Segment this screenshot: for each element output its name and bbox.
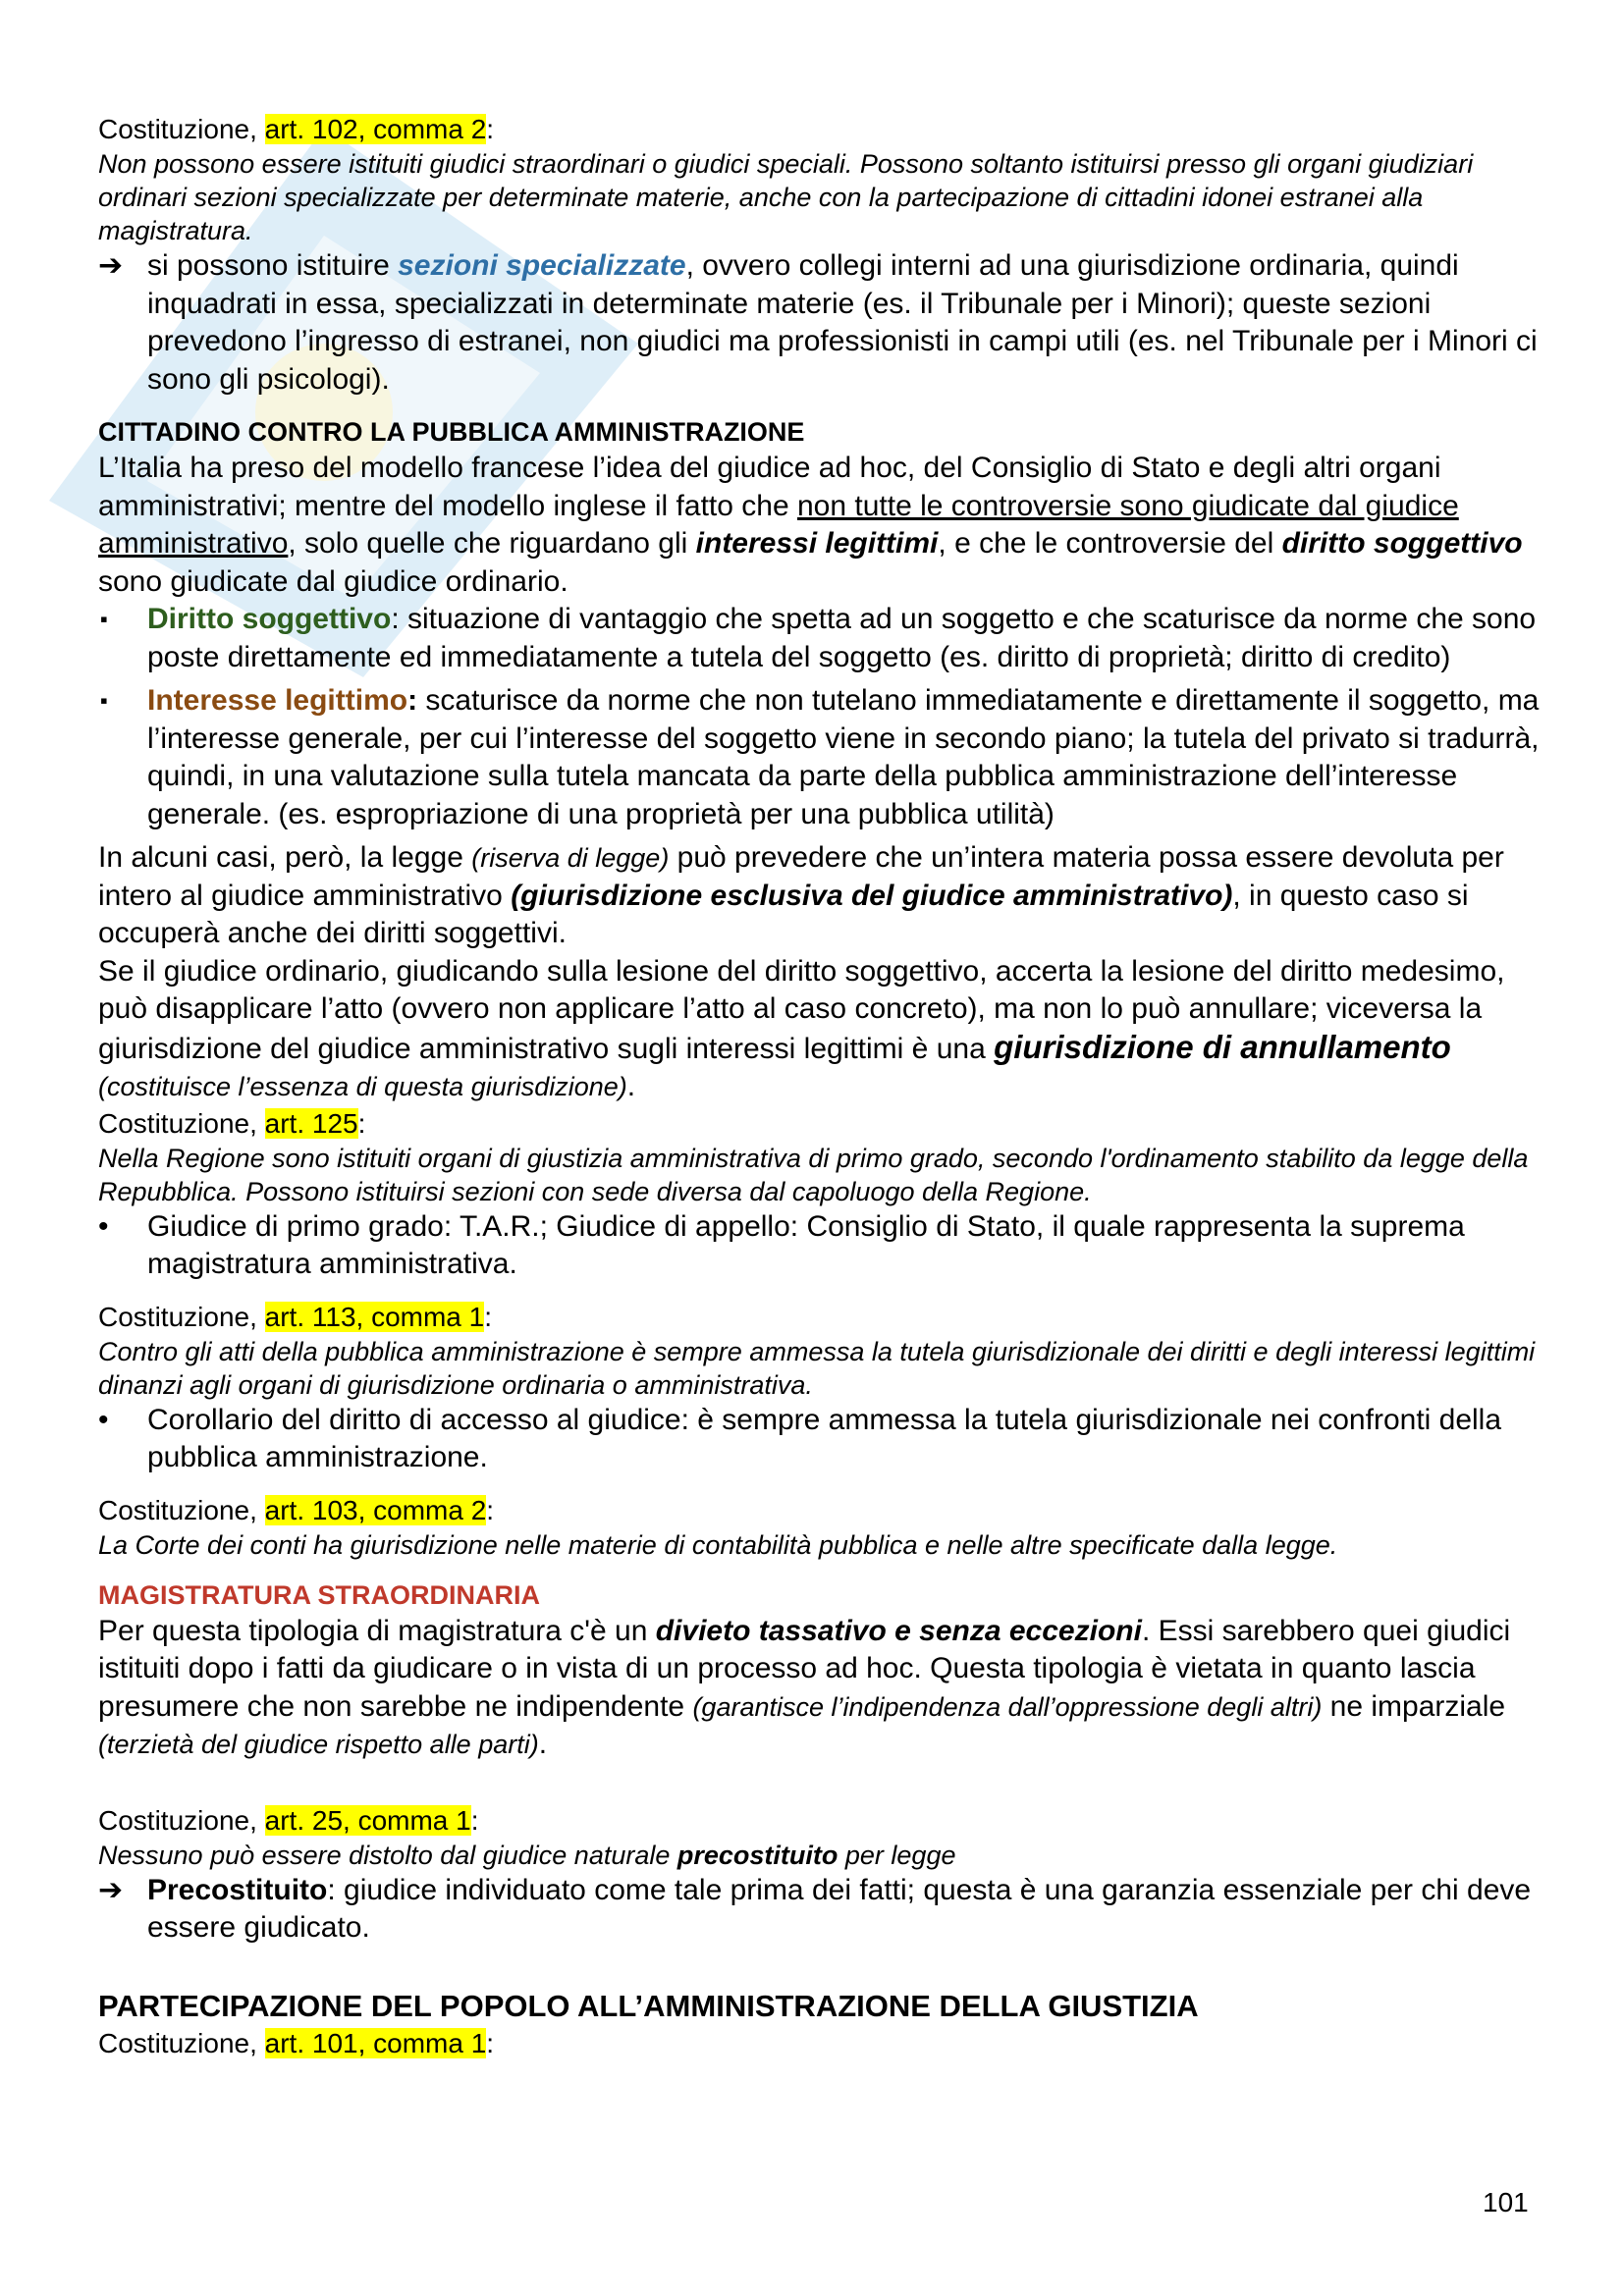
constitution-reference: Costituzione, art. 102, comma 2:: [98, 114, 495, 144]
list-item: • Corollario del diritto di accesso al giudice: è sempre ammessa la tutela giurisdizionale nei confronti della pubblica amministrazione.: [98, 1403, 1502, 1473]
page-number: 101: [1483, 2187, 1529, 2217]
arrow-bullet-item: ➔ Precostituito: giudice individuato come tale prima dei fatti; questa è una garanzia essenziale per chi deve essere giudicato.: [98, 1873, 1532, 1944]
constitution-reference: Costituzione, art. 25, comma 1:: [98, 1804, 479, 1836]
constitution-quote: Contro gli atti della pubblica amministrazione è sempre ammessa la tutela giurisdizionale dei diritti e degli interessi legittimi dinanzi agli organi di giurisdizione ordinaria o amministrativa.: [98, 1336, 1536, 1400]
square-bullet-icon: ▪: [100, 607, 108, 631]
dot-bullet-icon: •: [98, 1403, 109, 1436]
paragraph: Per questa tipologia di magistratura c'è un divieto tassativo e senza eccezioni. Essi sarebbero quei giudici istituiti dopo i fatti da giudicare o in vista di un processo ad hoc. Questa tipologia è vietata in quanto lascia presumere che non sarebbe ne indipendente (garantisce l’indipendenza dall’oppressione degli altri) ne imparziale (terzietà del giudice rispetto alle parti).: [98, 1614, 1511, 1760]
arrow-bullet-item: ➔ si possono istituire sezioni specializzate, ovvero collegi interni ad una giurisdizione ordinaria, quindi inquadrati in essa, specializzati in determinate materie (es. il Tribunale per i Minori); queste sezioni prevedono l’ingresso di estranei, non giudici ma professionisti in campi utili (es. nel Tribunale per i Minori ci sono gli psicologi).: [98, 249, 1538, 396]
section-heading: PARTECIPAZIONE DEL POPOLO ALL’AMMINISTRAZIONE DELLA GIUSTIZIA: [98, 1988, 1199, 2023]
article-highlight: art. 125: [264, 1107, 358, 1139]
arrow-icon: ➔: [98, 1873, 124, 1906]
constitution-reference: Costituzione, art. 125:: [98, 1107, 366, 1139]
section-heading: CITTADINO CONTRO LA PUBBLICA AMMINISTRAZIONE: [98, 417, 805, 447]
article-highlight: art. 25, comma 1: [264, 1804, 471, 1836]
section-heading: MAGISTRATURA STRAORDINARIA: [98, 1579, 540, 1610]
constitution-reference: Costituzione, art. 103, comma 2:: [98, 1494, 495, 1525]
article-highlight: art. 101, comma 1: [264, 2027, 487, 2058]
constitution-quote: Nessuno può essere distolto dal giudice naturale precostituito per legge: [98, 1840, 956, 1870]
list-item: ▪ Interesse legittimo: scaturisce da norme che non tutelano immediatamente e direttamente il soggetto, ma l’interesse generale, per cui l’interesse del soggetto viene in secondo piano; la tutela del privato si tradurrà, quindi, in una valutazione sulla tutela mancata da parte della pubblica amministrazione dell’interesse generale. (es. espropriazione di una proprietà per una pubblica utilità): [100, 684, 1540, 830]
term-diritto-soggettivo: Diritto soggettivo: [147, 603, 392, 635]
list-item: ▪ Diritto soggettivo: situazione di vantaggio che spetta ad un soggetto e che scaturisce da norme che sono poste direttamente ed immediatamente a tutela del soggetto (es. diritto di proprietà; diritto di credito): [100, 603, 1537, 673]
constitution-quote: Non possono essere istituiti giudici straordinari o giudici speciali. Possono soltanto istituirsi presso gli organi giudiziari ordinari sezioni specializzate per determinate materie, anche con la partecipazione di cittadini idonei estranei alla magistratura.: [98, 149, 1474, 245]
constitution-quote: Nella Regione sono istituiti organi di giustizia amministrativa di primo grado, secondo l'ordinamento stabilito da legge della Repubblica. Possono istituirsi sezioni con sede diversa dal capoluogo della Regione.: [98, 1143, 1529, 1206]
term-precostituito: Precostituito: [147, 1873, 328, 1906]
paragraph: In alcuni casi, però, la legge (riserva di legge) può prevedere che un’intera materia possa essere devoluta per intero al giudice amministrativo (giurisdizione esclusiva del giudice amministrativo), in questo caso si occuperà anche dei diritti soggettivi.: [98, 841, 1504, 949]
article-highlight: art. 113, comma 1: [264, 1301, 485, 1332]
list-item: • Giudice di primo grado: T.A.R.; Giudice di appello: Consiglio di Stato, il quale rappresenta la suprema magistratura amministrativa.: [98, 1209, 1465, 1280]
dot-bullet-icon: •: [98, 1209, 109, 1243]
arrow-icon: ➔: [98, 249, 124, 282]
paragraph: L’Italia ha preso del modello francese l’idea del giudice ad hoc, del Consiglio di Stato e degli altri organi amministrativi; mentre del modello inglese il fatto che non tutte le controversie sono giudicate dal giudice amministrativo, solo quelle che riguardano gli interessi legittimi, e che le controversie del diritto soggettivo sono giudicate dal giudice ordinario.: [98, 452, 1523, 598]
term-interesse-legittimo: Interesse legittimo: [147, 684, 408, 717]
square-bullet-icon: ▪: [100, 688, 108, 713]
document-page: [98, 112, 1542, 2061]
article-highlight: art. 102, comma 2: [264, 114, 487, 144]
paragraph: Se il giudice ordinario, giudicando sulla lesione del diritto soggettivo, accerta la lesione del diritto medesimo, può disapplicare l’atto (ovvero non applicare l’atto al caso concreto), ma non lo può annullare; viceversa la giurisdizione del giudice amministrativo sugli interessi legittimi è una giurisdizione di annullamento (costituisce l’essenza di questa giurisdizione).: [98, 954, 1505, 1102]
constitution-reference: Costituzione, art. 113, comma 1:: [98, 1301, 492, 1332]
article-highlight: art. 103, comma 2: [264, 1494, 487, 1525]
constitution-quote: La Corte dei conti ha giurisdizione nelle materie di contabilità pubblica e nelle altre specificate dalla legge.: [98, 1529, 1338, 1560]
term-sezioni-specializzate: sezioni specializzate: [398, 249, 686, 282]
constitution-reference: Costituzione, art. 101, comma 1:: [98, 2027, 495, 2058]
